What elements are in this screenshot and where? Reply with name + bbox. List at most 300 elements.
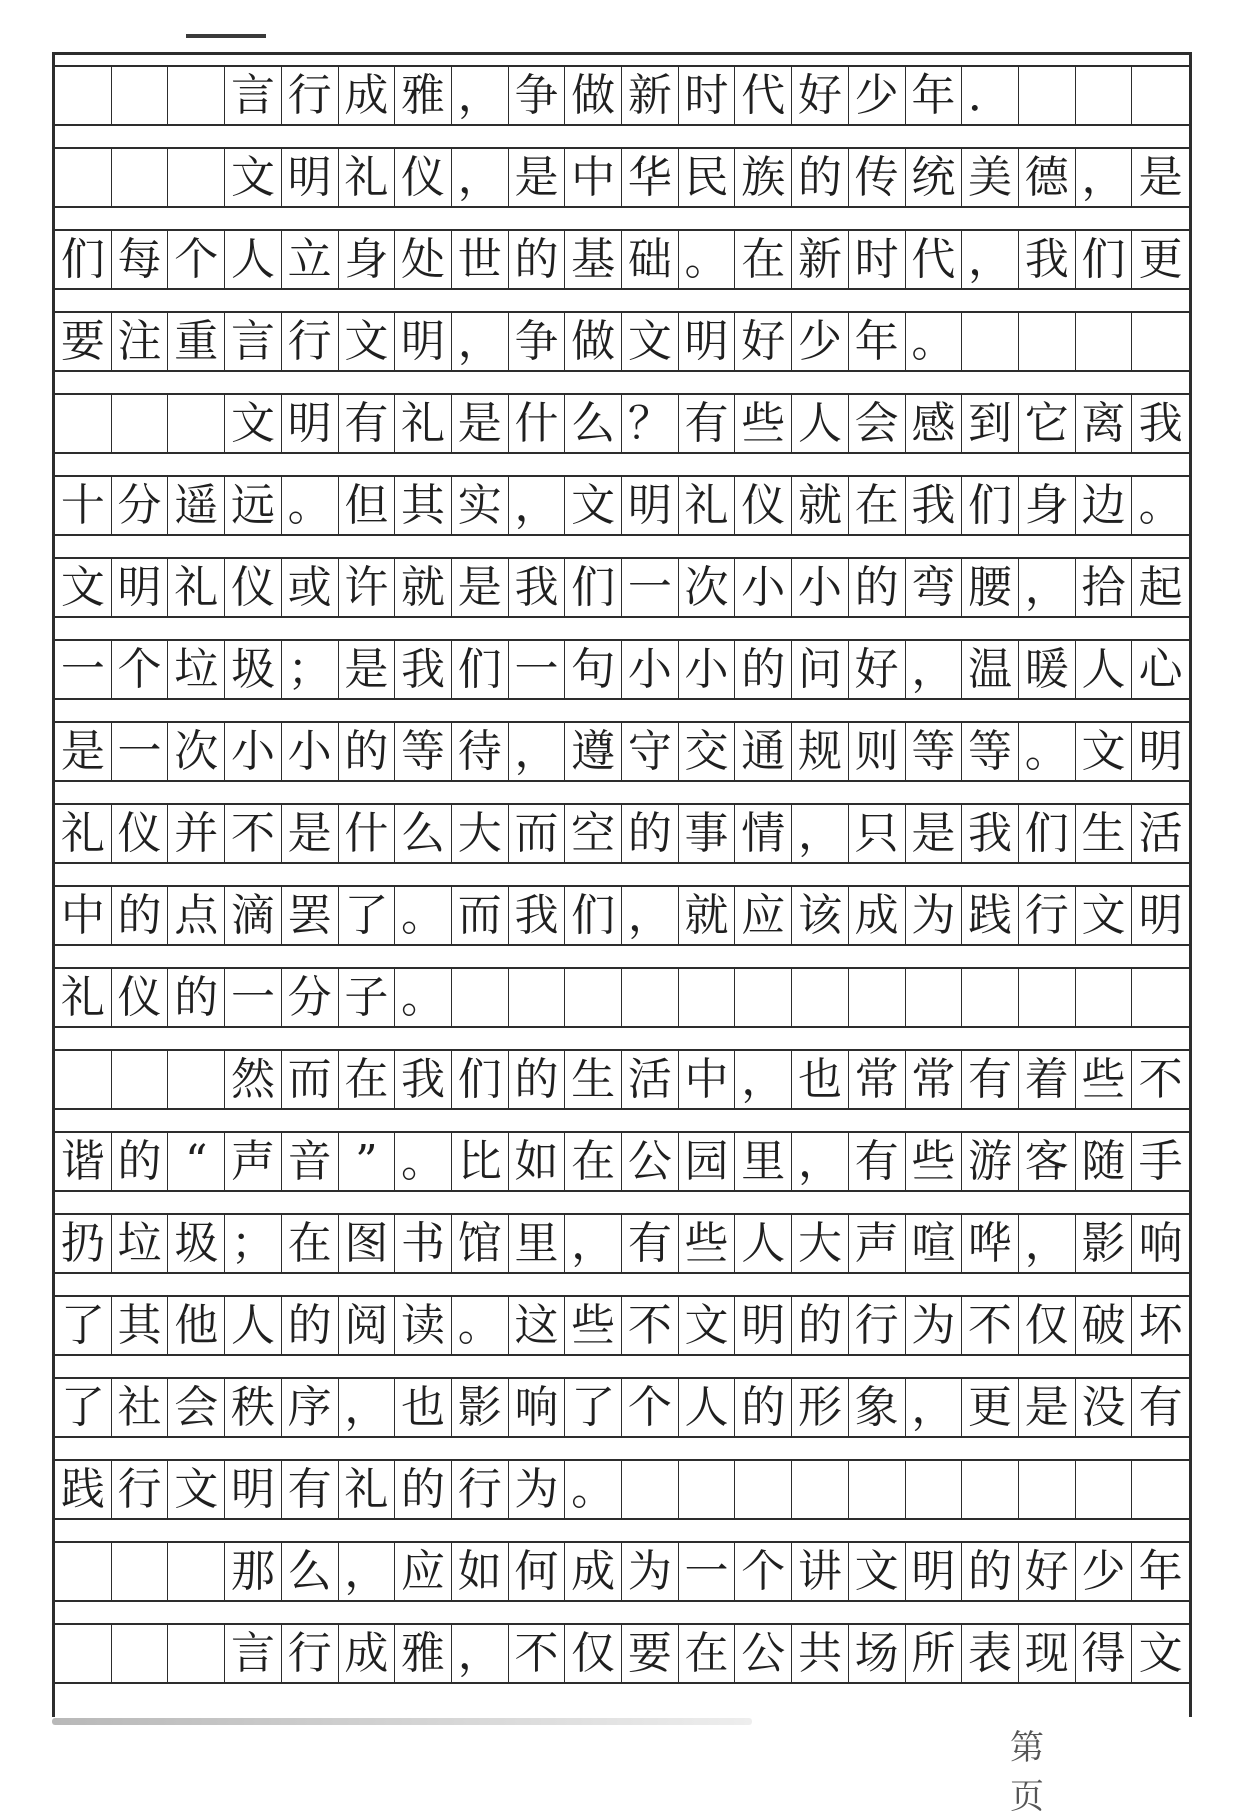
grid-cell: ？ [622, 395, 679, 452]
grid-cell: 坏 [1138, 1299, 1183, 1351]
grid-cell: 为 [509, 1461, 566, 1518]
grid-cell: 手 [1138, 1135, 1183, 1187]
grid-cell: 句 [565, 641, 622, 698]
grid-cell: 弯 [906, 559, 963, 616]
grid-cell: 而 [509, 805, 566, 862]
grid-cell: 大 [792, 1215, 849, 1272]
grid-cell: 践 [962, 887, 1019, 944]
grid-cell: 社 [112, 1379, 169, 1436]
grid-cell: 的 [792, 1297, 849, 1354]
grid-cell: 十 [55, 477, 112, 534]
grid-cell [679, 1461, 736, 1518]
grid-cell [112, 395, 169, 452]
grid-cell: 然 [225, 1051, 282, 1108]
grid-cell: 我 [509, 887, 566, 944]
grid-cell: 行 [452, 1461, 509, 1518]
grid-cell: 世 [452, 231, 509, 288]
grid-cell: 这 [509, 1297, 566, 1354]
grid-cell: 公 [622, 1133, 679, 1190]
grid-cell: 代 [906, 231, 963, 288]
grid-cell: 是 [282, 805, 339, 862]
grid-cell: 文 [622, 313, 679, 370]
grid-cell: 会 [168, 1379, 225, 1436]
grid-cell: ， [452, 149, 509, 206]
grid-cell: 边 [1076, 477, 1133, 534]
grid-cell: 我 [395, 1051, 452, 1108]
grid-cell: 新 [622, 67, 679, 124]
grid-cell: 的 [849, 559, 906, 616]
grid-cell: 明 [735, 1297, 792, 1354]
grid-cell: 雅 [395, 67, 452, 124]
grid-cell: 少 [1076, 1543, 1133, 1600]
grid-cell: 园 [679, 1133, 736, 1190]
grid-cell: 了 [339, 887, 396, 944]
grid-cell: 分 [112, 477, 169, 534]
grid-cell: 礼 [679, 477, 736, 534]
grid-cell: ； [225, 1215, 282, 1272]
grid-cell: 好 [849, 641, 906, 698]
grid-cell: 遵 [565, 723, 622, 780]
grid-cell: 是 [1019, 1379, 1076, 1436]
grid-cell: ， [452, 1625, 509, 1682]
grid-cell: 。 [395, 969, 452, 1026]
grid-cell [452, 969, 509, 1026]
manuscript-line [55, 393, 1189, 454]
grid-cell: ， [1076, 149, 1133, 206]
grid-cell: 并 [168, 805, 225, 862]
grid-cell: 的 [792, 149, 849, 206]
grid-cell: 交 [679, 723, 736, 780]
grid-cell: 也 [395, 1379, 452, 1436]
grid-cell: 而 [452, 887, 509, 944]
grid-cell: 礼 [395, 395, 452, 452]
grid-cell: 活 [1138, 807, 1183, 859]
grid-cell [55, 1625, 112, 1682]
grid-cell: 空 [565, 805, 622, 862]
grid-cell: ； [282, 641, 339, 698]
grid-cell: 远 [225, 477, 282, 534]
grid-cell: 础 [622, 231, 679, 288]
grid-cell: 腰 [962, 559, 1019, 616]
grid-cell: 待 [452, 723, 509, 780]
grid-cell: 感 [906, 395, 963, 452]
grid-cell: 。 [679, 231, 736, 288]
grid-cell: ， [565, 1215, 622, 1272]
grid-cell [112, 67, 169, 124]
grid-cell: 是 [509, 149, 566, 206]
grid-cell: 一 [112, 723, 169, 780]
grid-cell: 。 [906, 313, 963, 370]
grid-cell: 礼 [55, 805, 112, 862]
grid-cell: 子 [339, 969, 396, 1026]
grid-cell: 文 [55, 559, 112, 616]
grid-cell: 了 [55, 1379, 112, 1436]
grid-cell: 年 [849, 313, 906, 370]
grid-cell: 不 [962, 1297, 1019, 1354]
grid-cell: 其 [112, 1297, 169, 1354]
grid-cell: 文 [1076, 723, 1133, 780]
grid-cell: 人 [225, 231, 282, 288]
grid-cell: 垃 [112, 1215, 169, 1272]
grid-cell: 应 [735, 887, 792, 944]
grid-cell: 们 [565, 887, 622, 944]
grid-cell: 他 [168, 1297, 225, 1354]
grid-cell: 一 [225, 969, 282, 1026]
grid-cell: 的 [168, 969, 225, 1026]
grid-cell: 规 [792, 723, 849, 780]
grid-cell: 实 [452, 477, 509, 534]
grid-cell: 为 [906, 1297, 963, 1354]
grid-cell: 等 [962, 723, 1019, 780]
grid-cell: 圾 [168, 1215, 225, 1272]
grid-cell: ” [339, 1133, 396, 1190]
grid-cell: 要 [622, 1625, 679, 1682]
grid-cell: 在 [565, 1133, 622, 1190]
grid-cell: 公 [735, 1625, 792, 1682]
grid-cell: 行 [282, 313, 339, 370]
grid-cell [168, 1051, 225, 1108]
grid-cell: 仪 [395, 149, 452, 206]
grid-cell: 在 [339, 1051, 396, 1108]
grid-cell: 更 [1138, 233, 1183, 285]
grid-cell [849, 969, 906, 1026]
grid-cell: 何 [509, 1543, 566, 1600]
grid-cell: 扔 [55, 1215, 112, 1272]
grid-cell: ， [339, 1379, 396, 1436]
grid-cell [55, 67, 112, 124]
grid-cell: 注 [112, 313, 169, 370]
grid-cell: 表 [962, 1625, 1019, 1682]
manuscript-line [55, 1049, 1189, 1110]
grid-cell: 新 [792, 231, 849, 288]
grid-cell: 那 [225, 1543, 282, 1600]
grid-cell: 了 [565, 1379, 622, 1436]
grid-cell: 行 [849, 1297, 906, 1354]
grid-cell: 礼 [168, 559, 225, 616]
grid-cell: 在 [679, 1625, 736, 1682]
grid-cell: 也 [792, 1051, 849, 1108]
grid-cell [55, 395, 112, 452]
grid-cell: 点 [168, 887, 225, 944]
grid-cell: 文 [1076, 887, 1133, 944]
grid-cell: 有 [849, 1133, 906, 1190]
grid-cell: 响 [1138, 1217, 1183, 1269]
grid-cell: 如 [509, 1133, 566, 1190]
grid-cell: 明 [282, 149, 339, 206]
grid-cell: 着 [1019, 1051, 1076, 1108]
grid-cell: 象 [849, 1379, 906, 1436]
grid-cell [112, 1543, 169, 1600]
grid-cell: 仪 [112, 969, 169, 1026]
grid-cell: 个 [112, 641, 169, 698]
grid-cell: 们 [452, 1051, 509, 1108]
grid-cell: 垃 [168, 641, 225, 698]
grid-cell: 明 [395, 313, 452, 370]
grid-cell: 谐 [55, 1133, 112, 1190]
grid-cell: ， [906, 1379, 963, 1436]
manuscript-line [55, 1459, 1189, 1520]
grid-cell [962, 313, 1019, 370]
grid-cell: 只 [849, 805, 906, 862]
grid-cell: ， [792, 1133, 849, 1190]
grid-cell: ， [962, 231, 1019, 288]
grid-cell: 言 [225, 313, 282, 370]
grid-cell: 是 [452, 395, 509, 452]
grid-cell: 一 [622, 559, 679, 616]
grid-cell: 年 [1138, 1545, 1183, 1597]
grid-cell: 仪 [112, 805, 169, 862]
grid-cell: 的 [735, 1379, 792, 1436]
grid-cell [1076, 969, 1133, 1026]
manuscript-line [55, 65, 1189, 126]
grid-cell: 在 [282, 1215, 339, 1272]
manuscript-line [55, 147, 1189, 208]
grid-cell: 图 [339, 1215, 396, 1272]
grid-cell [735, 969, 792, 1026]
grid-cell: 情 [735, 805, 792, 862]
grid-cell: ， [792, 805, 849, 862]
grid-cell: 仪 [735, 477, 792, 534]
grid-cell: 得 [1076, 1625, 1133, 1682]
grid-cell: 明 [225, 1461, 282, 1518]
grid-cell: ， [452, 67, 509, 124]
grid-cell: 。 [395, 887, 452, 944]
grid-cell: 应 [395, 1543, 452, 1600]
grid-cell: 则 [849, 723, 906, 780]
grid-cell: 或 [282, 559, 339, 616]
manuscript-line [55, 311, 1189, 372]
grid-cell: 影 [1076, 1215, 1133, 1272]
manuscript-line [55, 1131, 1189, 1192]
grid-cell: 它 [1019, 395, 1076, 452]
grid-cell: 些 [906, 1133, 963, 1190]
grid-cell: 们 [565, 559, 622, 616]
grid-cell: 文 [849, 1543, 906, 1600]
grid-cell: 礼 [339, 1461, 396, 1518]
grid-cell: 好 [1019, 1543, 1076, 1600]
grid-cell [55, 1543, 112, 1600]
grid-cell: 到 [962, 395, 1019, 452]
grid-cell: 代 [735, 67, 792, 124]
grid-cell [112, 1051, 169, 1108]
grid-cell: 么 [565, 395, 622, 452]
grid-cell: 比 [452, 1133, 509, 1190]
grid-cell: 人 [679, 1379, 736, 1436]
grid-cell: 的 [112, 887, 169, 944]
grid-cell [565, 969, 622, 1026]
manuscript-line [55, 1295, 1189, 1356]
grid-cell: 游 [962, 1133, 1019, 1190]
grid-cell: 时 [679, 67, 736, 124]
grid-cell: 为 [622, 1543, 679, 1600]
grid-cell: 成 [339, 67, 396, 124]
grid-cell: 破 [1076, 1297, 1133, 1354]
grid-cell: 些 [1076, 1051, 1133, 1108]
grid-cell: 是 [452, 559, 509, 616]
grid-cell: 拾 [1076, 559, 1133, 616]
grid-cell [906, 969, 963, 1026]
grid-cell: 成 [849, 887, 906, 944]
grid-cell: 个 [622, 1379, 679, 1436]
grid-cell [1132, 969, 1189, 1026]
grid-cell: 滴 [225, 887, 282, 944]
grid-cell: 小 [622, 641, 679, 698]
manuscript-line [55, 639, 1189, 700]
grid-cell: 小 [735, 559, 792, 616]
grid-cell: 。 [1138, 479, 1183, 531]
grid-cell: 好 [735, 313, 792, 370]
grid-cell [735, 1461, 792, 1518]
grid-cell [679, 969, 736, 1026]
grid-cell: 共 [792, 1625, 849, 1682]
grid-cell: ， [1019, 1215, 1076, 1272]
grid-cell: 小 [679, 641, 736, 698]
grid-cell: 小 [282, 723, 339, 780]
grid-cell: 文 [565, 477, 622, 534]
grid-cell: 文 [679, 1297, 736, 1354]
grid-cell: 中 [565, 149, 622, 206]
grid-cell: 阅 [339, 1297, 396, 1354]
grid-cell [962, 1461, 1019, 1518]
grid-cell: 随 [1076, 1133, 1133, 1190]
manuscript-line [55, 229, 1189, 290]
grid-cell: 大 [452, 805, 509, 862]
grid-cell [1019, 67, 1076, 124]
grid-cell [792, 1461, 849, 1518]
grid-cell: 讲 [792, 1543, 849, 1600]
grid-cell [55, 149, 112, 206]
grid-cell: 的 [112, 1133, 169, 1190]
grid-cell: 里 [735, 1133, 792, 1190]
grid-cell [1132, 1461, 1189, 1518]
grid-cell: 事 [679, 805, 736, 862]
grid-cell: 小 [225, 723, 282, 780]
grid-cell: 就 [679, 887, 736, 944]
grid-cell [112, 1625, 169, 1682]
manuscript-line [55, 967, 1189, 1028]
grid-cell: 遥 [168, 477, 225, 534]
grid-cell: ， [509, 477, 566, 534]
grid-cell: 生 [1076, 805, 1133, 862]
grid-cell: 么 [282, 1543, 339, 1600]
grid-cell [168, 1543, 225, 1600]
grid-cell: 们 [1019, 805, 1076, 862]
grid-cell: 通 [735, 723, 792, 780]
grid-cell: 生 [565, 1051, 622, 1108]
grid-cell: 时 [849, 231, 906, 288]
grid-cell: 行 [1019, 887, 1076, 944]
grid-cell: 年 [906, 67, 963, 124]
grid-cell: 不 [225, 805, 282, 862]
grid-cell: 常 [849, 1051, 906, 1108]
grid-cell: 族 [735, 149, 792, 206]
manuscript-line [55, 1377, 1189, 1438]
grid-cell: 我 [509, 559, 566, 616]
grid-cell [1132, 313, 1189, 370]
grid-cell [792, 969, 849, 1026]
grid-cell: 但 [339, 477, 396, 534]
grid-cell: 就 [792, 477, 849, 534]
grid-cell: 立 [282, 231, 339, 288]
grid-cell: 做 [565, 313, 622, 370]
grid-cell: 不 [1138, 1053, 1183, 1105]
grid-cell: 民 [679, 149, 736, 206]
grid-cell: 有 [622, 1215, 679, 1272]
grid-cell: 文 [1138, 1627, 1183, 1679]
grid-cell [509, 969, 566, 1026]
grid-cell: 有 [962, 1051, 1019, 1108]
grid-cell: 如 [452, 1543, 509, 1600]
grid-cell: 做 [565, 67, 622, 124]
grid-cell: 基 [565, 231, 622, 288]
grid-cell: 文 [225, 149, 282, 206]
grid-cell: 身 [339, 231, 396, 288]
grid-cell: 文 [168, 1461, 225, 1518]
grid-cell [1076, 313, 1133, 370]
grid-cell: 次 [679, 559, 736, 616]
grid-cell [1019, 1461, 1076, 1518]
grid-cell: ， [509, 723, 566, 780]
grid-cell [168, 395, 225, 452]
manuscript-line [55, 1623, 1189, 1684]
grid-cell: 我 [906, 477, 963, 534]
grid-cell: 一 [55, 641, 112, 698]
manuscript-line [55, 475, 1189, 536]
grid-cell: 我 [1019, 231, 1076, 288]
grid-cell [622, 969, 679, 1026]
grid-cell: 中 [679, 1051, 736, 1108]
grid-cell: 们 [962, 477, 1019, 534]
grid-cell: 有 [339, 395, 396, 452]
grid-cell [962, 969, 1019, 1026]
grid-cell: 是 [906, 805, 963, 862]
grid-cell: 罢 [282, 887, 339, 944]
grid-cell: 人 [1076, 641, 1133, 698]
footer-scan-shadow [52, 1718, 752, 1725]
grid-cell: 一 [679, 1543, 736, 1600]
grid-cell: 重 [168, 313, 225, 370]
grid-cell: 不 [622, 1297, 679, 1354]
manuscript-line [55, 803, 1189, 864]
grid-cell: 们 [1076, 231, 1133, 288]
grid-cell: 声 [849, 1215, 906, 1272]
grid-cell: 个 [735, 1543, 792, 1600]
grid-cell: 行 [282, 1625, 339, 1682]
grid-cell: 明 [282, 395, 339, 452]
grid-cell: 守 [622, 723, 679, 780]
grid-cell: 许 [339, 559, 396, 616]
grid-cell: ， [339, 1543, 396, 1600]
grid-cell: 成 [565, 1543, 622, 1600]
manuscript-line [55, 1213, 1189, 1274]
grid-cell: 有 [1138, 1381, 1183, 1433]
grid-cell: 序 [282, 1379, 339, 1436]
grid-cell: 我 [962, 805, 1019, 862]
grid-cell: 一 [509, 641, 566, 698]
grid-cell: 礼 [339, 149, 396, 206]
grid-cell: 我 [1138, 397, 1183, 449]
grid-cell: 暖 [1019, 641, 1076, 698]
grid-cell: 有 [282, 1461, 339, 1518]
grid-cell: 所 [906, 1625, 963, 1682]
grid-cell [1132, 67, 1189, 124]
grid-cell [168, 149, 225, 206]
grid-cell: 什 [339, 805, 396, 862]
grid-cell: 仅 [565, 1625, 622, 1682]
grid-cell: 文 [339, 313, 396, 370]
grid-cell: 温 [962, 641, 1019, 698]
grid-cell: 雅 [395, 1625, 452, 1682]
